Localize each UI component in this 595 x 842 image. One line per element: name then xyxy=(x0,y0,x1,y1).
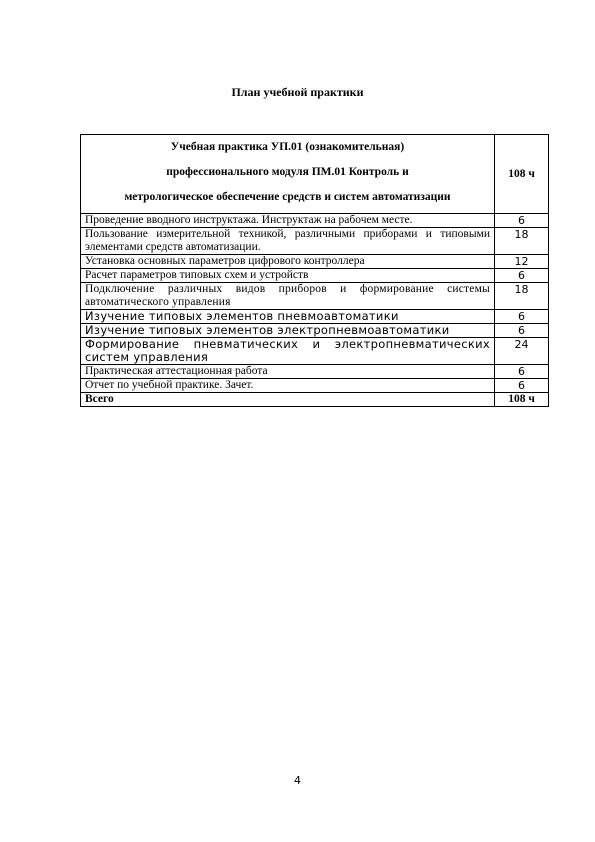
row-hours: 6 xyxy=(495,214,549,228)
row-hours: 18 xyxy=(495,228,549,255)
row-hours: 18 xyxy=(495,283,549,310)
row-name: Пользование измерительной техникой, различными приборами и типовыми элементами средств автоматизации. xyxy=(81,228,495,255)
table-row xyxy=(81,228,549,255)
header-line-3: метрологическое обеспечение средств и систем автоматизации xyxy=(124,191,451,203)
row-hours: 12 xyxy=(495,255,549,269)
row-hours: 6 xyxy=(495,365,549,379)
practice-plan-table xyxy=(80,134,549,407)
table-row xyxy=(81,214,549,228)
header-line-1: Учебная практика УП.01 (ознакомительная) xyxy=(170,141,405,153)
table-header-row xyxy=(81,135,549,214)
row-hours: 6 xyxy=(495,324,549,338)
table-row xyxy=(81,269,549,283)
table-row xyxy=(81,338,549,365)
row-name: Практическая аттестационная работа xyxy=(81,365,495,379)
table-row xyxy=(81,310,549,324)
row-name: Формирование пневматических и электропневматических систем управления xyxy=(81,338,495,365)
row-name: Проведение вводного инструктажа. Инструктаж на рабочем месте. xyxy=(81,214,495,228)
header-line-2: профессионального модуля ПМ.01 Контроль и xyxy=(166,166,409,178)
header-hours-cell: 108 ч xyxy=(495,135,549,214)
table-row xyxy=(81,255,549,269)
row-name: Отчет по учебной практике. Зачет. xyxy=(81,379,495,393)
row-hours: 24 xyxy=(495,338,549,365)
page-title: План учебной практики xyxy=(231,85,364,99)
table-row xyxy=(81,365,549,379)
header-title-cell xyxy=(81,135,495,214)
table-total-row xyxy=(81,393,549,407)
table-row xyxy=(81,324,549,338)
row-name: Подключение различных видов приборов и формирование системы автоматического управления xyxy=(81,283,495,310)
row-hours: 6 xyxy=(495,310,549,324)
table-row xyxy=(81,379,549,393)
total-hours: 108 ч xyxy=(495,393,549,407)
row-name: Изучение типовых элементов электропневмоавтоматики xyxy=(81,324,495,338)
table-row xyxy=(81,283,549,310)
row-hours: 6 xyxy=(495,379,549,393)
page-number: 4 xyxy=(294,774,301,787)
row-name: Изучение типовых элементов пневмоавтоматики xyxy=(81,310,495,324)
row-name: Расчет параметров типовых схем и устройств xyxy=(81,269,495,283)
row-name: Установка основных параметров цифрового контроллера xyxy=(81,255,495,269)
row-hours: 6 xyxy=(495,269,549,283)
total-label: Всего xyxy=(81,393,495,407)
